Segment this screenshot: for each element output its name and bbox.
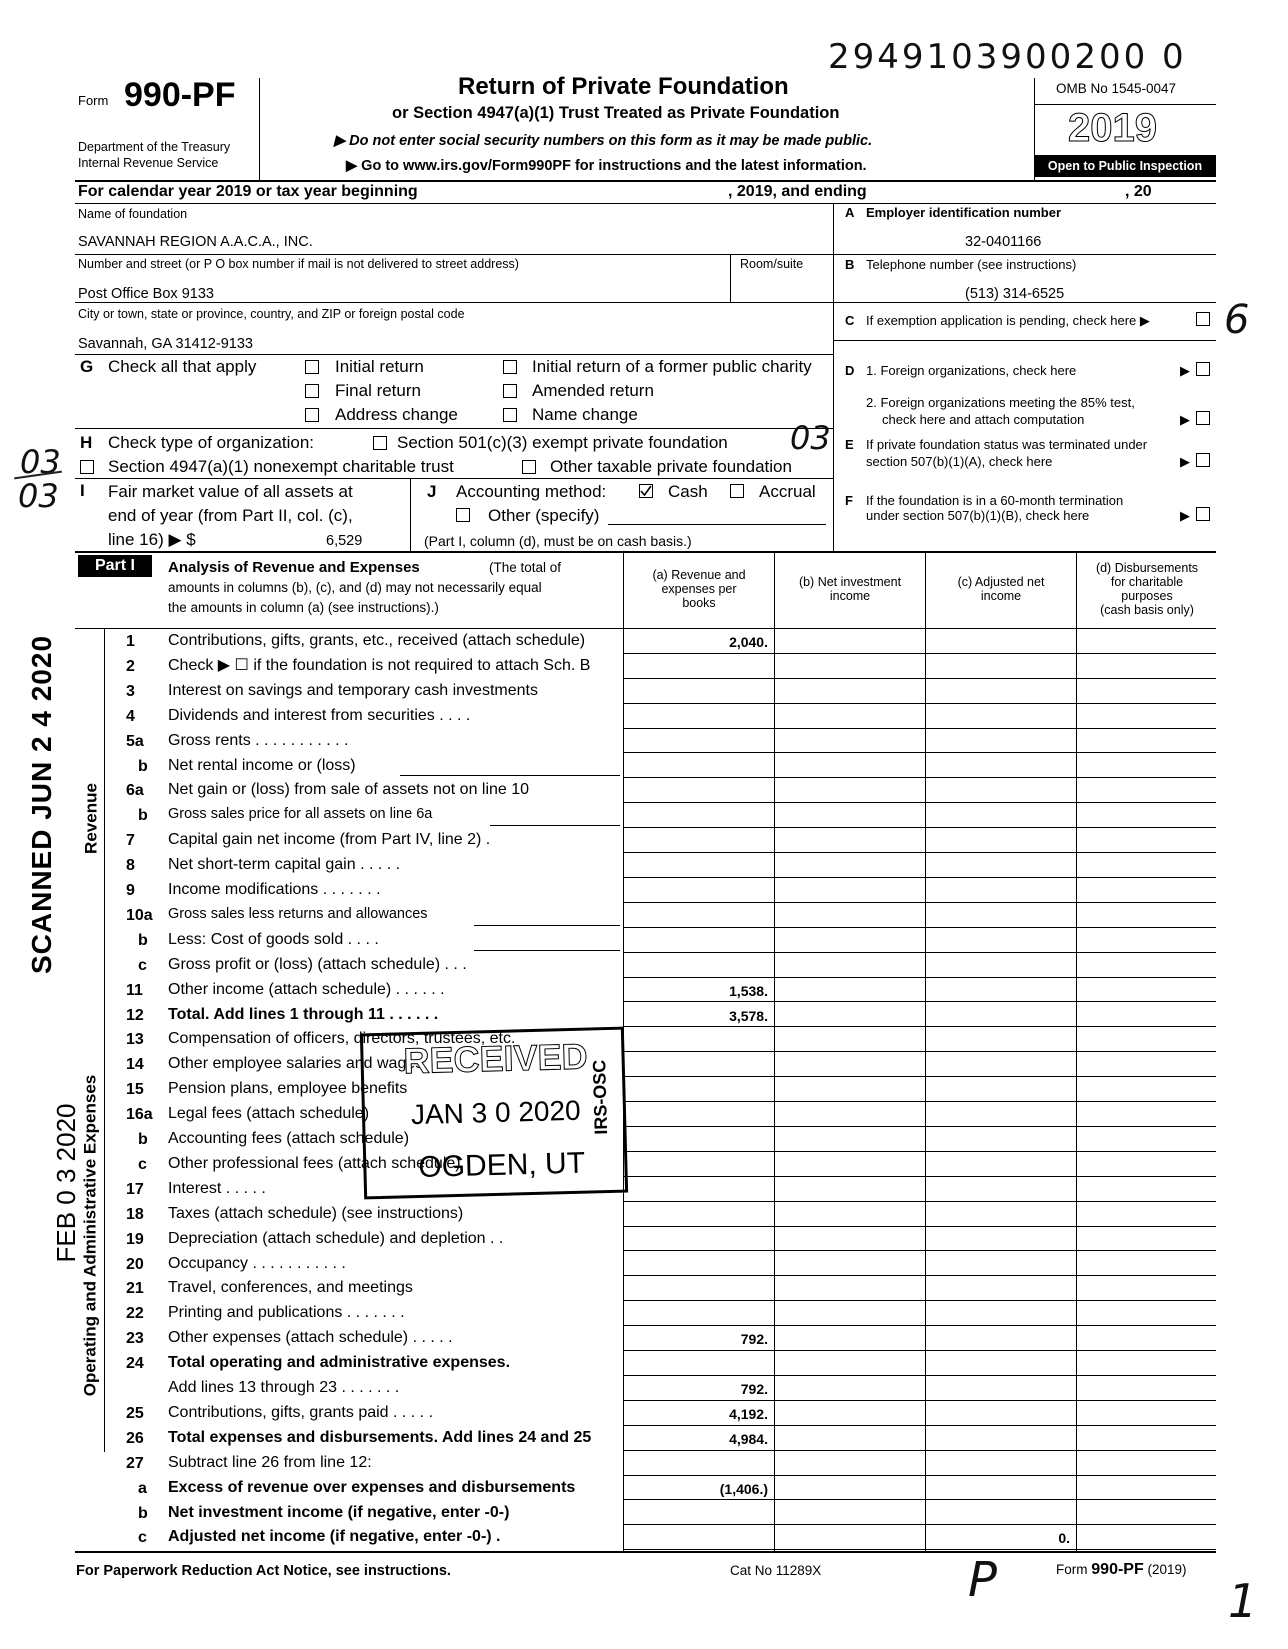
4947-trust-checkbox[interactable] — [80, 460, 94, 474]
row-number: 21 — [126, 1280, 144, 1298]
omb-number: OMB No 1545-0047 — [1056, 81, 1177, 96]
row-label: Net gain or (loss) from sale of assets not on line 10 — [168, 781, 530, 799]
row-label: Compensation of officers, directors, trustees, etc. — [168, 1030, 516, 1048]
table-row — [104, 1275, 1216, 1300]
row-number: 2 — [126, 657, 135, 675]
expenses-side-text: Operating and Administrative Expenses — [80, 1074, 100, 1397]
foreign-85-label-1: 2. Foreign organizations meeting the 85% test, — [866, 395, 1135, 410]
table-row — [104, 753, 1216, 778]
table-row — [104, 1176, 1216, 1201]
row-label: Depreciation (attach schedule) and depletion . . — [168, 1229, 504, 1247]
row-label: Net short-term capital gain . . . . . — [168, 856, 401, 874]
section-c-letter: C — [845, 313, 855, 328]
row-label: Dividends and interest from securities . . . . — [168, 706, 471, 724]
row-label: Check ▶ ☐ if the foundation is not required to attach Sch. B — [168, 656, 591, 674]
table-row — [104, 977, 1216, 1002]
section-a-letter: A — [845, 205, 855, 220]
exemption-pending-checkbox[interactable] — [1196, 312, 1210, 326]
table-row — [104, 1475, 1216, 1500]
phone-label: Telephone number (see instructions) — [866, 257, 1077, 272]
amended-return-checkbox[interactable] — [503, 384, 517, 398]
row-label: Contributions, gifts, grants paid . . . . . — [168, 1403, 434, 1421]
row-value-col-a: 3,578. — [729, 1007, 768, 1024]
row-number: 19 — [126, 1230, 144, 1248]
section-e-letter: E — [845, 437, 854, 452]
table-row — [104, 1126, 1216, 1151]
row-number: 5a — [126, 732, 144, 750]
row-label: Legal fees (attach schedule) — [168, 1105, 370, 1123]
row-label: Taxes (attach schedule) (see instructions) — [168, 1204, 464, 1222]
foreign-org-arrow: ▶ — [1180, 363, 1190, 378]
row-value-col-a: 1,538. — [729, 982, 768, 999]
received-stamp: RECEIVED JAN 3 0 2020 OGDEN, UT IRS-OSC — [360, 1027, 628, 1200]
row-number: 9 — [126, 882, 135, 899]
table-row — [104, 1400, 1216, 1425]
phone-value: (513) 314-6525 — [965, 286, 1065, 302]
calendar-year-label: For calendar year 2019 or tax year beginning — [78, 183, 418, 200]
section-b-letter: B — [845, 257, 855, 272]
4947-trust-label: Section 4947(a)(1) nonexempt charitable trust — [108, 457, 454, 476]
row-number: 26 — [126, 1429, 144, 1447]
final-return-checkbox[interactable] — [305, 384, 319, 398]
row-number: 12 — [126, 1006, 144, 1024]
section-i-letter: I — [80, 481, 85, 500]
row-number: b — [138, 931, 148, 949]
row-number: b — [138, 1131, 148, 1148]
foreign-org-label: 1. Foreign organizations, check here — [866, 363, 1077, 378]
part1-badge: Part I — [78, 555, 152, 577]
part1-desc1: (The total of — [489, 560, 562, 575]
inline-entry-line[interactable] — [400, 775, 620, 776]
row-label: Other income (attach schedule) . . . . . . — [168, 980, 445, 998]
other-method-label: Other (specify) — [488, 506, 600, 525]
handwritten-03-left-top: 03 — [20, 443, 61, 481]
row-number: 27 — [126, 1454, 144, 1472]
row-label: Total operating and administrative expenses. — [168, 1354, 511, 1372]
table-row — [104, 1002, 1216, 1027]
row-label: Income modifications . . . . . . . — [168, 881, 381, 898]
table-row — [104, 777, 1216, 802]
foreign-85-checkbox[interactable] — [1196, 411, 1210, 425]
initial-return-checkbox[interactable] — [305, 360, 319, 374]
name-change-checkbox[interactable] — [503, 408, 517, 422]
table-row — [104, 653, 1216, 678]
row-number: 15 — [126, 1081, 144, 1099]
section-g-letter: G — [80, 357, 94, 376]
dept-treasury: Department of the Treasury — [78, 140, 231, 154]
table-row — [104, 1500, 1216, 1525]
calendar-year-mid: , 2019, and ending — [728, 183, 867, 200]
open-to-public-badge: Open to Public Inspection — [1034, 155, 1216, 177]
row-label: Less: Cost of goods sold . . . . — [168, 930, 379, 948]
foreign-85-label-2: check here and attach computation — [882, 412, 1085, 427]
foundation-name: SAVANNAH REGION A.A.C.A., INC. — [78, 234, 313, 250]
exemption-pending-label: If exemption application is pending, check here ▶ — [866, 313, 1150, 328]
row-label: Contributions, gifts, grants, etc., received (attach schedule) — [168, 632, 586, 649]
fmv-line2: end of year (from Part II, col. (c), — [108, 506, 353, 525]
part1-desc2: amounts in columns (b), (c), and (d) may not necessarily equal — [168, 580, 542, 595]
sixty-month-checkbox[interactable] — [1196, 507, 1210, 521]
row-label: Net rental income or (loss) — [168, 756, 356, 774]
table-row — [104, 1450, 1216, 1475]
tax-year: 2019 — [1068, 106, 1157, 150]
row-label: Total expenses and disbursements. Add lines 24 and 25 — [168, 1428, 592, 1446]
table-row — [104, 1101, 1216, 1126]
row-label: Other employee salaries and wages — [168, 1055, 424, 1073]
table-row — [104, 1251, 1216, 1276]
row-number: 3 — [126, 682, 135, 700]
row-value-col-a: 4,984. — [729, 1430, 768, 1447]
dept-irs: Internal Revenue Service — [78, 156, 219, 170]
table-row — [104, 1325, 1216, 1350]
row-number: b — [138, 807, 148, 825]
row-label: Interest on savings and temporary cash investments — [168, 681, 538, 699]
inline-entry-line[interactable] — [490, 825, 620, 826]
col-b-header: (b) Net investment income — [798, 575, 902, 603]
other-taxable-label: Other taxable private foundation — [550, 457, 792, 476]
address-change-label: Address change — [335, 405, 458, 424]
table-row — [104, 1026, 1216, 1051]
col-c-header: (c) Adjusted net income — [957, 575, 1045, 603]
row-number: 24 — [126, 1355, 144, 1373]
table-row — [104, 902, 1216, 927]
row-number: 7 — [126, 832, 135, 850]
foundation-street: Post Office Box 9133 — [78, 286, 214, 302]
501c3-checkbox[interactable] — [373, 436, 387, 450]
row-label: Pension plans, employee benefits — [168, 1080, 408, 1098]
row-value-col-a: 4,192. — [729, 1405, 768, 1422]
501c3-label: Section 501(c)(3) exempt private foundation — [397, 433, 728, 452]
table-row — [104, 1300, 1216, 1325]
status-terminated-label-2: section 507(b)(1)(A), check here — [866, 454, 1053, 469]
row-label: Printing and publications . . . . . . . — [168, 1304, 405, 1322]
calendar-year-end: , 20 — [1125, 183, 1152, 200]
revenue-side-text: Revenue — [81, 783, 101, 854]
other-method-line[interactable] — [608, 524, 826, 525]
row-label: Capital gain net income (from Part IV, line 2) . — [168, 831, 491, 849]
row-number: a — [138, 1479, 147, 1497]
section-j-letter: J — [427, 482, 437, 501]
row-value-col-a: 792. — [740, 1381, 768, 1397]
initial-return-former-checkbox[interactable] — [503, 360, 517, 374]
other-method-checkbox[interactable] — [456, 508, 470, 522]
form-word: Form — [78, 93, 109, 108]
row-label: Gross sales price for all assets on line 6a — [168, 806, 433, 823]
address-change-checkbox[interactable] — [305, 408, 319, 422]
row-label: Interest . . . . . — [168, 1179, 266, 1197]
handwritten-03-left-bottom: 03 — [18, 477, 59, 515]
row-number: 14 — [126, 1056, 144, 1074]
irs-website-notice: ▶ Go to www.irs.gov/Form990PF for instructions and the latest information. — [346, 158, 867, 174]
ssn-notice: ▶ Do not enter social security numbers on this form as it may be made public. — [334, 133, 873, 149]
row-number: 16a — [126, 1106, 153, 1124]
table-row — [104, 1201, 1216, 1226]
form-number: 990-PF — [124, 76, 236, 114]
row-number: c — [138, 956, 147, 974]
row-number: 18 — [126, 1205, 144, 1223]
row-label: Gross sales less returns and allowances — [168, 905, 428, 922]
row-number: c — [138, 1155, 147, 1173]
row-number: 1 — [126, 633, 135, 650]
row-label: Gross profit or (loss) (attach schedule) . . . — [168, 955, 467, 973]
status-terminated-label-1: If private foundation status was terminated under — [866, 437, 1148, 452]
other-taxable-checkbox[interactable] — [522, 460, 536, 474]
row-number: 6a — [126, 782, 144, 800]
table-row — [104, 802, 1216, 827]
sixty-month-label-1: If the foundation is in a 60-month termination — [866, 493, 1124, 508]
status-terminated-arrow: ▶ — [1180, 454, 1190, 469]
initial-return-label: Initial return — [335, 357, 424, 376]
name-change-label: Name change — [532, 405, 638, 424]
table-row — [104, 678, 1216, 703]
row-number: b — [138, 1504, 148, 1522]
table-row — [104, 1375, 1216, 1400]
row-number: 4 — [126, 707, 135, 725]
row-number: 20 — [126, 1255, 144, 1273]
feb-stamp: FEB 0 3 2020 — [51, 1103, 81, 1263]
col-a-header: (a) Revenue and expenses per books — [652, 568, 746, 610]
row-number: b — [138, 757, 148, 775]
table-row — [104, 1226, 1216, 1251]
sixty-month-arrow: ▶ — [1180, 508, 1190, 523]
section-h-letter: H — [80, 433, 93, 452]
table-row — [104, 1051, 1216, 1076]
table-row — [104, 877, 1216, 902]
sixty-month-label-2: under section 507(b)(1)(B), check here — [866, 508, 1090, 523]
row-label: Total. Add lines 1 through 11 . . . . . . — [168, 1005, 439, 1023]
col-d-header: (d) Disbursements for charitable purposes (cash basis only) — [1095, 561, 1199, 617]
row-label: Other expenses (attach schedule) . . . . . — [168, 1329, 453, 1347]
accrual-label: Accrual — [759, 482, 816, 501]
inline-entry-line[interactable] — [474, 950, 620, 951]
row-number: 22 — [126, 1305, 144, 1323]
row-number: 25 — [126, 1404, 144, 1422]
table-row — [104, 1350, 1216, 1375]
cash-basis-note: (Part I, column (d), must be on cash basis.) — [424, 533, 692, 549]
row-label: Accounting fees (attach schedule) — [168, 1130, 410, 1147]
cash-label: Cash — [668, 482, 708, 501]
catalog-number: Cat No 11289X — [730, 1563, 822, 1578]
fmv-line3: line 16) ▶ $ — [108, 530, 196, 549]
amended-return-label: Amended return — [532, 381, 654, 400]
row-27c-adjusted-net: 0. — [1058, 1530, 1070, 1546]
table-row — [104, 1076, 1216, 1101]
table-row — [104, 852, 1216, 877]
form-title: Return of Private Foundation — [458, 73, 789, 100]
cash-checkbox[interactable] — [639, 484, 653, 498]
handwritten-03-right: 03 — [790, 419, 831, 457]
foreign-85-arrow: ▶ — [1180, 412, 1190, 427]
row-number: 13 — [126, 1031, 144, 1049]
accounting-method-label: Accounting method: — [456, 482, 607, 501]
row-number: c — [138, 1529, 147, 1547]
row-number: 23 — [126, 1330, 144, 1348]
inline-entry-line[interactable] — [474, 925, 620, 926]
footer-form-ref: Form 990-PF (2019) — [1056, 1561, 1187, 1578]
final-return-label: Final return — [335, 381, 421, 400]
row-label: Subtract line 26 from line 12: — [168, 1453, 372, 1471]
table-row — [104, 728, 1216, 753]
handwritten-6: 6 — [1224, 297, 1250, 343]
foundation-name-label: Name of foundation — [78, 207, 188, 221]
handwritten-initial: P — [968, 1552, 997, 1608]
document-locator-number: 2949103900200 0 — [828, 37, 1187, 77]
table-row — [104, 1151, 1216, 1176]
row-label: Travel, conferences, and meetings — [168, 1279, 413, 1297]
table-row — [104, 827, 1216, 852]
scanned-stamp: SCANNED JUN 2 4 2020 — [26, 634, 57, 974]
section-f-letter: F — [845, 493, 853, 508]
row-label: Add lines 13 through 23 . . . . . . . — [168, 1379, 400, 1396]
section-d-letter: D — [845, 363, 855, 378]
room-suite-label: Room/suite — [740, 257, 804, 271]
table-row — [104, 1425, 1216, 1450]
ein-value: 32-0401166 — [965, 234, 1042, 250]
check-mark-icon — [640, 485, 652, 497]
initial-return-former-label: Initial return of a former public charity — [532, 357, 812, 376]
accrual-checkbox[interactable] — [730, 484, 744, 498]
row-label: Adjusted net income (if negative, enter -0-) . — [168, 1528, 501, 1546]
city-label: City or town, state or province, country, and ZIP or foreign postal code — [78, 307, 465, 321]
row-label: Net investment income (if negative, enter -0-) — [168, 1503, 510, 1521]
fmv-value: 6,529 — [326, 533, 363, 549]
row-label: Other professional fees (attach schedule) — [168, 1154, 461, 1172]
paperwork-notice: For Paperwork Reduction Act Notice, see instructions. — [76, 1563, 451, 1579]
ein-label: Employer identification number — [866, 205, 1062, 220]
table-row — [104, 703, 1216, 728]
row-value-col-a: (1,406.) — [719, 1480, 768, 1497]
table-row — [104, 952, 1216, 977]
row-label: Excess of revenue over expenses and disbursements — [168, 1478, 576, 1496]
row-label: Gross rents . . . . . . . . . . . — [168, 731, 349, 749]
row-number: 10a — [126, 906, 153, 924]
street-label: Number and street (or P O box number if mail is not delivered to street address) — [78, 257, 519, 271]
part1-title: Analysis of Revenue and Expenses — [168, 559, 420, 576]
org-type-label: Check type of organization: — [108, 433, 315, 452]
row-number: 8 — [126, 857, 135, 875]
form-subtitle: or Section 4947(a)(1) Trust Treated as Private Foundation — [392, 104, 840, 122]
foundation-city: Savannah, GA 31412-9133 — [78, 336, 253, 352]
row-number: 11 — [126, 981, 143, 999]
table-row — [104, 927, 1216, 952]
status-terminated-checkbox[interactable] — [1196, 453, 1210, 467]
row-value-col-a: 2,040. — [729, 634, 768, 650]
table-row — [104, 628, 1216, 653]
handwritten-mark: 1 — [1228, 1574, 1258, 1628]
row-number: 17 — [126, 1180, 144, 1198]
row-label: Occupancy . . . . . . . . . . . — [168, 1254, 346, 1272]
fmv-line1: Fair market value of all assets at — [108, 482, 353, 501]
part1-desc3: the amounts in column (a) (see instructions).) — [168, 600, 439, 615]
foreign-org-checkbox[interactable] — [1196, 362, 1210, 376]
check-all-label: Check all that apply — [108, 357, 257, 376]
row-value-col-a: 792. — [740, 1331, 768, 1348]
